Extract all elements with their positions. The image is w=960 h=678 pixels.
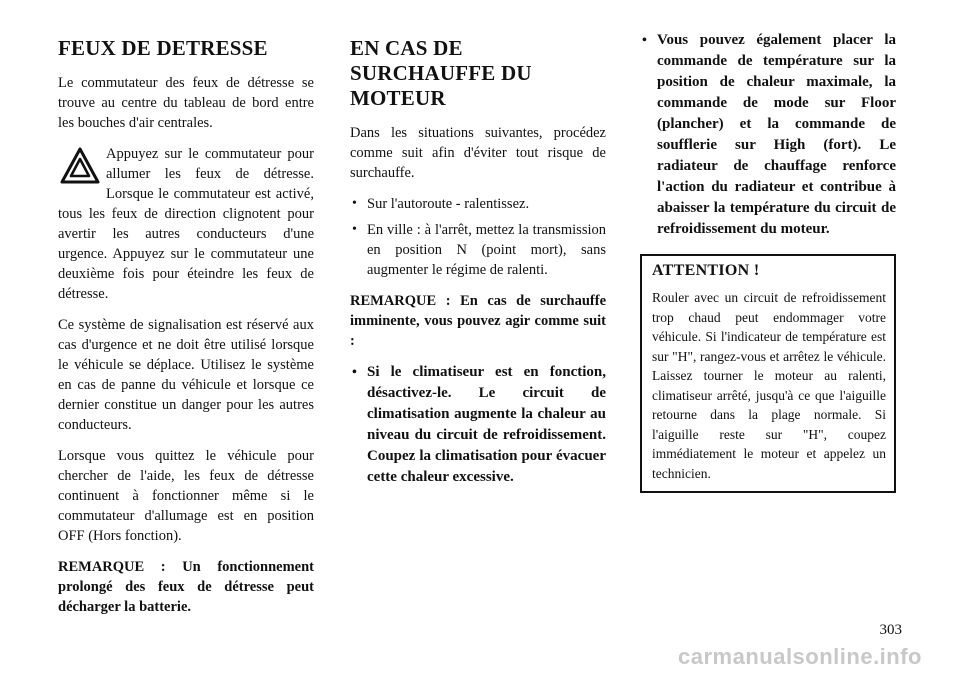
paragraph-hazard-usage: Appuyez sur le commutateur pour allumer les feux de détresse. Lorsque le commutateur est activé, tous les feux de direction clignotent pour avertir les autres conducteurs d'une urgence. Appuyez sur le commutateur une deuxième fois pour éteindre les feux de détresse. (58, 146, 314, 302)
overheat-bullet-list (350, 194, 606, 280)
section-heading-overheat: EN CAS DE SURCHAUFFE DU MOTEUR (350, 36, 532, 110)
paragraph-location: Le commutateur des feux de détresse se trouve au centre du tableau de bord entre les bouches d'air centrales. (58, 75, 314, 131)
warning-title: ATTENTION ! (652, 262, 760, 279)
paragraph-emergency-only: Ce système de signalisation est réservé aux cas d'urgence et ne doit être utilisé lorsque le véhicule se déplace. Utilisez le système en cas de panne du véhicule et lorsque ce dernier constitue un danger pour les autres conducteurs. (58, 317, 314, 433)
note-battery: REMARQUE : Un fonctionnement prolongé des feux de détresse peut décharger la batterie. (58, 559, 314, 615)
left-column (58, 30, 314, 628)
section-heading-hazard: FEUX DE DETRESSE (58, 36, 268, 60)
bullet-icon: • (352, 222, 357, 237)
page-number: 303 (879, 622, 902, 638)
bullet-icon: • (352, 365, 357, 380)
site-watermark: carmanualsonline.info (678, 644, 922, 669)
list-item: • Vous pouvez également placer la commande de température sur la position de chaleur maximale, la commande de mode sur Floor (plancher) et la commande de soufflerie sur High (fort). Le radiateur de chauffage renforce l'action du radiateur et contribue à abaisser la température du circuit de refroidissement du moteur. (642, 32, 896, 237)
middle-column (350, 30, 606, 499)
list-item: • Si le climatiseur est en fonction, désactivez-le. Le circuit de climatisation augmente la chaleur au niveau du circuit de refroidissement. Coupez la climatisation pour évacuer cette chaleur excessive. (352, 364, 606, 485)
paragraph-overheat-intro: Dans les situations suivantes, procédez comme suit afin d'éviter tout risque de surchauffe. (350, 125, 606, 181)
bullet-icon: • (642, 33, 647, 48)
bullet-icon: • (352, 196, 357, 211)
list-item: • En ville : à l'arrêt, mettez la transmission en position N (point mort), sans augmenter le régime de ralenti. (352, 222, 606, 278)
paragraph-leaving-vehicle: Lorsque vous quittez le véhicule pour chercher de l'aide, les feux de détresse continuent à fonctionner même si le commutateur d'allumage est en position OFF (Hors fonction). (58, 448, 314, 544)
list-item: • Sur l'autoroute - ralentissez. (352, 196, 530, 212)
warning-box (640, 254, 896, 493)
warning-text: Rouler avec un circuit de refroidissement trop chaud peut endommager votre véhicule. Si l'indicateur de température est sur "H", rangez-vous et arrêtez le véhicule. Laissez tourner le moteur au ralenti, climatiseur arrêté, jusqu'à ce que l'aiguille retourne dans la plage normale. Si l'aiguille reste sur "H", coupez immédiatement le moteur et appelez un technicien. (652, 290, 886, 481)
note-imminent-overheat: REMARQUE : En cas de surchauffe imminente, vous pouvez agir comme suit : (350, 293, 606, 349)
hazard-paragraph-block (58, 144, 314, 304)
hazard-triangle-icon (60, 146, 100, 186)
right-column (640, 30, 896, 493)
heater-bullet-list (640, 30, 896, 240)
climate-bullet-list (350, 362, 606, 488)
